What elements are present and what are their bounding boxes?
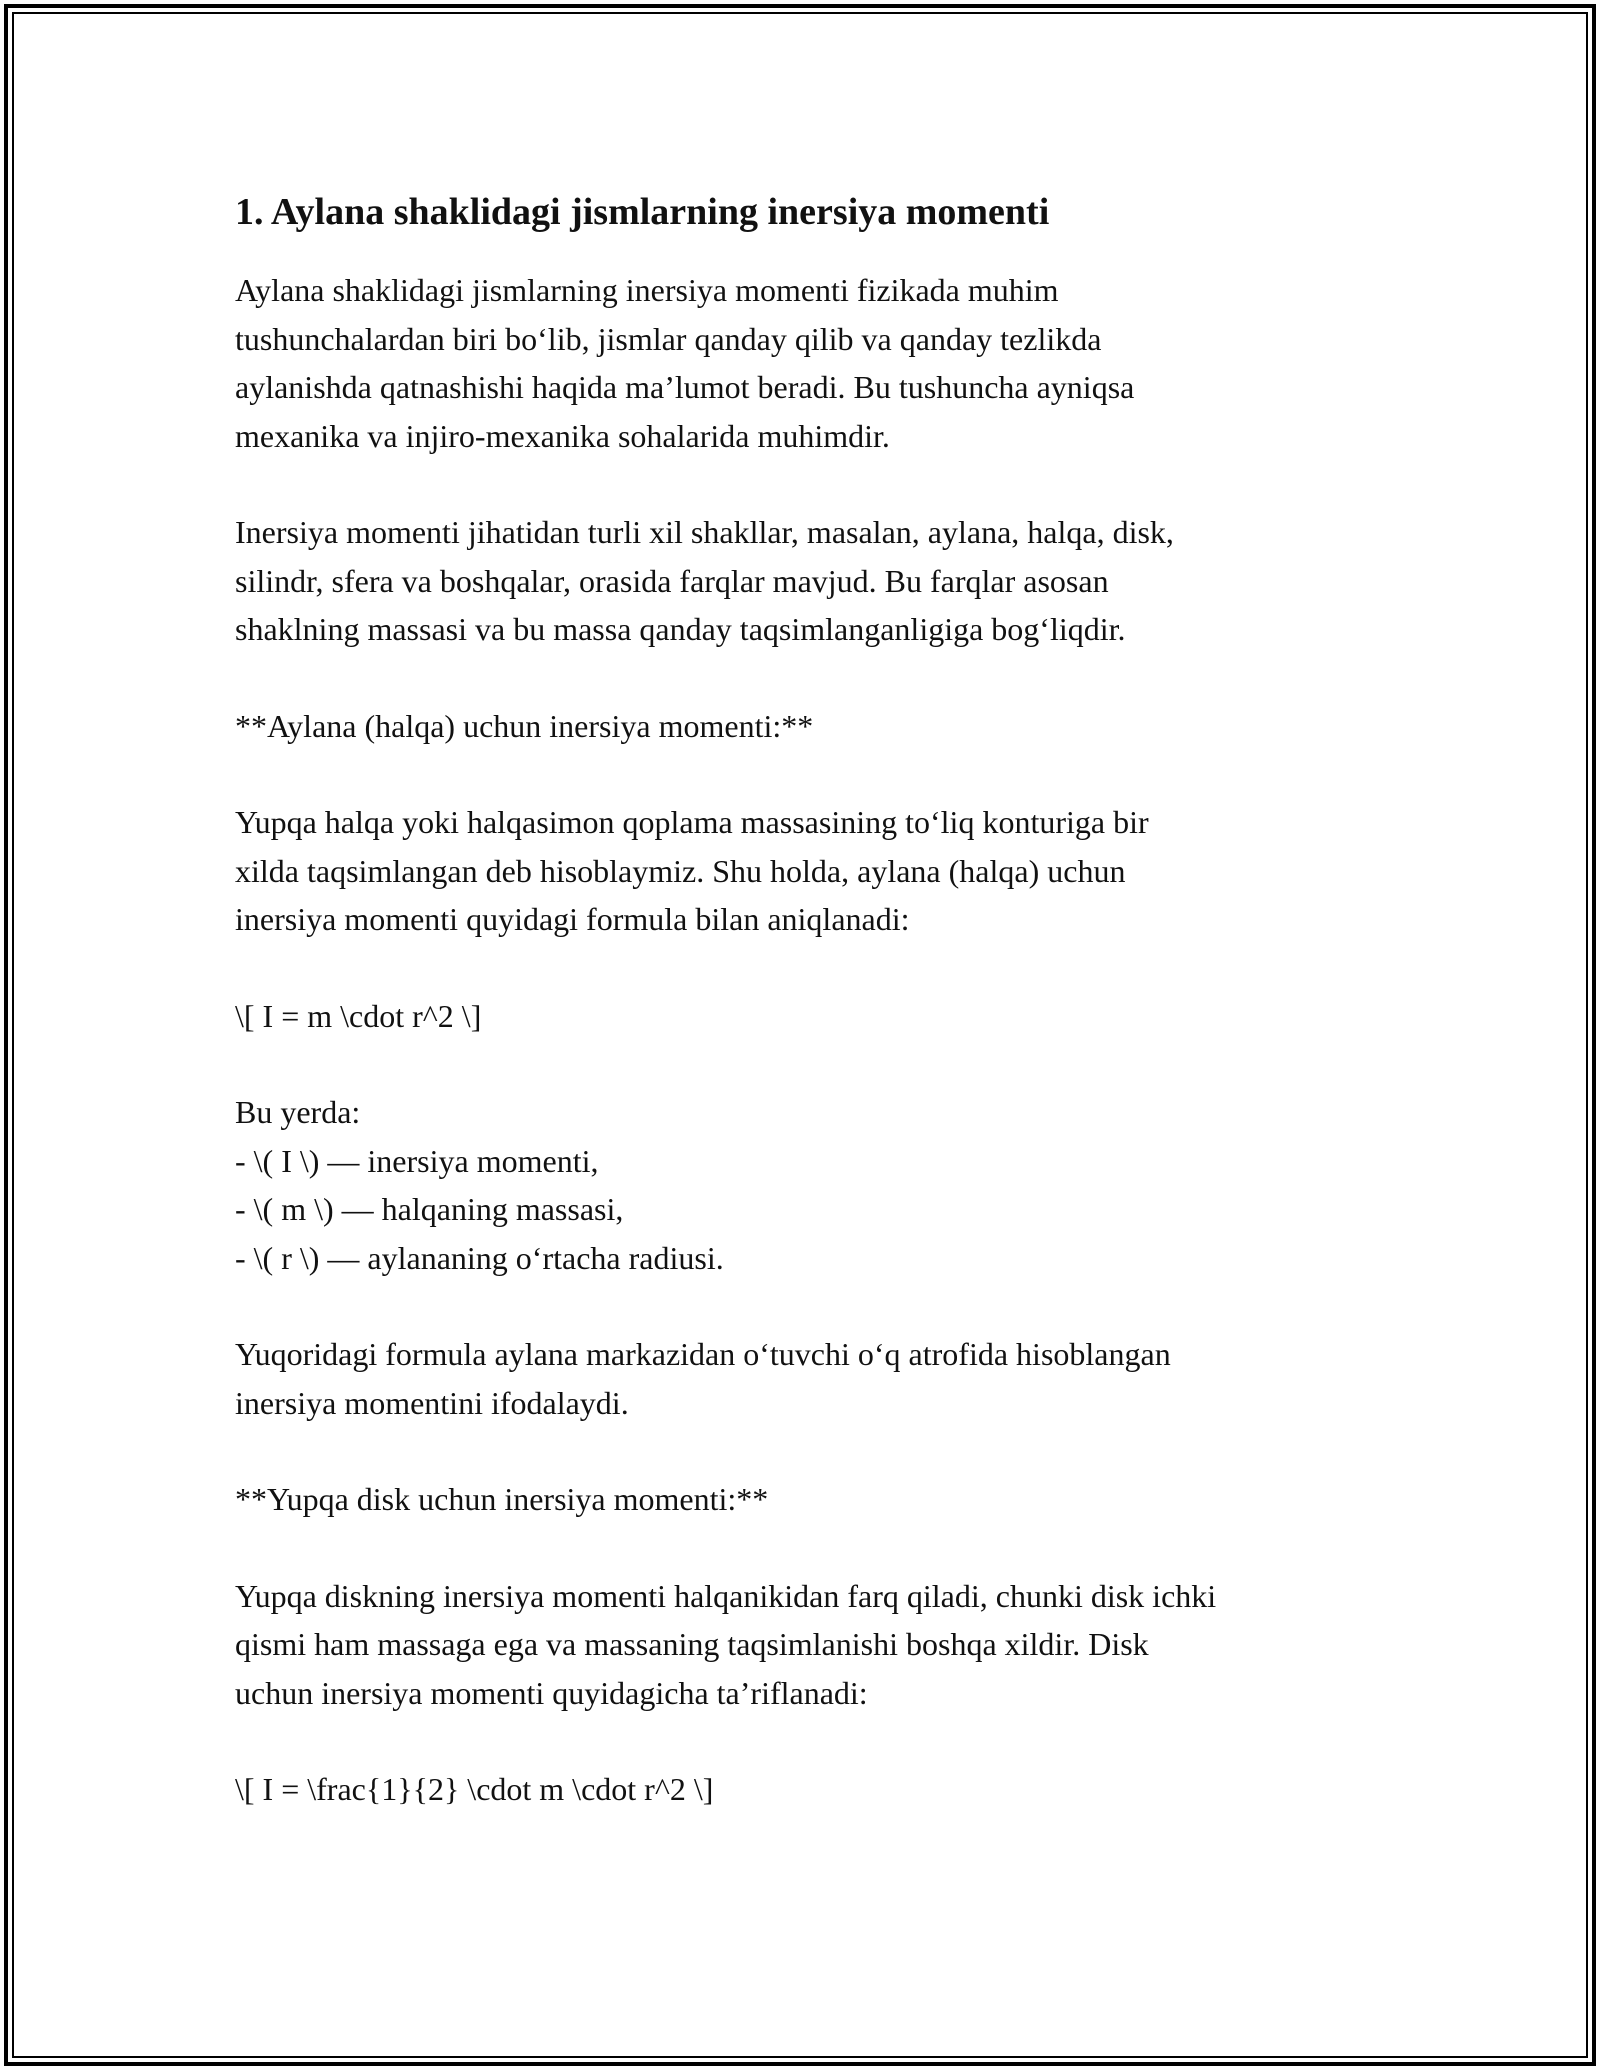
- text-line: inersiya momentini ifodalaydi.: [235, 1384, 629, 1421]
- text-line: silindr, sfera va boshqalar, orasida farqlar mavjud. Bu farqlar asosan: [235, 562, 1109, 599]
- text-line: uchun inersiya momenti quyidagicha ta’riflanadi:: [235, 1674, 868, 1711]
- text-line: inersiya momenti quyidagi formula bilan aniqlanadi:: [235, 901, 910, 937]
- text-line: aylanishda qatnashishi haqida ma’lumot beradi. Bu tushuncha ayniqsa: [235, 369, 1135, 405]
- ring-axis-paragraph: [235, 1330, 1415, 1427]
- intro-paragraph: [235, 266, 1415, 460]
- ring-subheading: [235, 702, 1415, 751]
- list-item: - \( I \) — inersiya momenti,: [235, 1142, 599, 1179]
- text-line: **Yupqa disk uchun inersiya momenti:**: [235, 1481, 769, 1517]
- text-line: Yuqoridagi formula aylana markazidan o‘tuvchi o‘q atrofida hisoblangan: [235, 1336, 1171, 1372]
- formula-line: \[ I = m \cdot r^2 \]: [235, 997, 482, 1034]
- list-item: - \( r \) — aylananing o‘rtacha radiusi.: [235, 1239, 724, 1276]
- variable-definitions: [235, 1088, 1415, 1282]
- text-line: qismi ham massaga ega va massaning taqsimlanishi boshqa xildir. Disk: [235, 1626, 1149, 1662]
- text-line: Yupqa halqa yoki halqasimon qoplama massasining to‘liq konturiga bir: [235, 804, 1149, 840]
- text-line: tushunchalardan biri bo‘lib, jismlar qanday qilib va qanday tezlikda: [235, 320, 1102, 357]
- text-line: **Aylana (halqa) uchun inersiya momenti:**: [235, 707, 814, 744]
- text-line: Inersiya momenti jihatidan turli xil shakllar, masalan, aylana, halqa, disk,: [235, 514, 1174, 550]
- section-heading: 1. Aylana shaklidagi jismlarning inersiya momenti: [235, 191, 1050, 233]
- shapes-paragraph: [235, 508, 1415, 654]
- disk-paragraph: [235, 1572, 1415, 1718]
- text-line: Bu yerda:: [235, 1094, 361, 1130]
- text-line: Aylana shaklidagi jismlarning inersiya momenti fizikada muhim: [235, 272, 1059, 308]
- ring-paragraph: [235, 798, 1415, 944]
- document-body: [235, 186, 1415, 1862]
- list-item: - \( m \) — halqaning massasi,: [235, 1191, 624, 1227]
- text-line: shaklning massasi va bu massa qanday taqsimlanganligiga bog‘liqdir.: [235, 611, 1126, 647]
- ring-formula: [235, 992, 1415, 1041]
- formula-line: \[ I = \frac{1}{2} \cdot m \cdot r^2 \]: [235, 1771, 714, 1807]
- disk-subheading: [235, 1475, 1415, 1524]
- text-line: xilda taqsimlangan deb hisoblaymiz. Shu holda, aylana (halqa) uchun: [235, 852, 1126, 889]
- text-line: Yupqa diskning inersiya momenti halqanikidan farq qiladi, chunki disk ichki: [235, 1577, 1217, 1614]
- text-line: mexanika va injiro-mexanika sohalarida muhimdir.: [235, 417, 890, 454]
- disk-formula: [235, 1765, 1415, 1814]
